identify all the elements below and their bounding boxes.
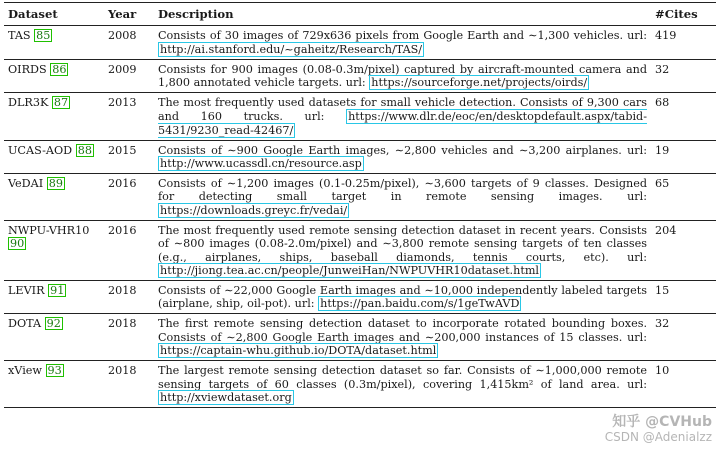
- description-cell: [154, 93, 651, 140]
- watermark-zhihu: 知乎 @CVHub: [612, 414, 712, 430]
- description-cell: [154, 220, 651, 280]
- description-text: Consists of ∼1,200 images (0.1-0.25m/pixel), ∼3,600 targets of 9 classes. Designed for detecting small target in remote sensing images. url:: [158, 177, 647, 204]
- description-cell: [154, 174, 651, 221]
- description-text: The largest remote sensing detection dataset so far. Consists of ∼1,000,000 remote sensing targets of 60 classes (0.3m/pixel), covering 1,415km² of land area. url:: [158, 364, 647, 391]
- table-row: [4, 314, 716, 361]
- dataset-cell: [4, 26, 104, 59]
- url-link[interactable]: http://www.ucassdl.cn/resource.asp: [160, 157, 362, 171]
- dataset-cell: [4, 314, 104, 361]
- citation-link[interactable]: [52, 96, 70, 109]
- cites-cell: 419: [651, 26, 716, 59]
- citation-number: 88: [77, 143, 92, 157]
- year-cell: 2015: [104, 140, 154, 173]
- citation-link[interactable]: [34, 29, 52, 42]
- dataset-name: xView: [8, 364, 42, 378]
- url-link[interactable]: http://jiong.tea.ac.cn/people/JunweiHan/NWPUVHR10dataset.html: [160, 264, 540, 278]
- year-cell: 2016: [104, 220, 154, 280]
- cites-cell: 68: [651, 93, 716, 140]
- description-text: Consists of ∼22,000 Google Earth images and ∼10,000 independently labeled targets (airplane, ship, oil-pot). url:: [158, 284, 647, 311]
- citation-number: 85: [36, 29, 51, 43]
- citation-number: 92: [46, 317, 61, 331]
- year-cell: 2008: [104, 26, 154, 59]
- citation-number: 93: [47, 364, 62, 378]
- description-cell: [154, 26, 651, 59]
- header-dataset: Dataset: [4, 3, 104, 26]
- year-cell: 2018: [104, 314, 154, 361]
- description-cell: [154, 281, 651, 314]
- citation-link[interactable]: [50, 63, 68, 76]
- dataset-name: VeDAI: [8, 177, 44, 191]
- description-text: Consists of ∼900 Google Earth images, ∼2,800 vehicles and ∼3,200 airplanes. url:: [158, 143, 647, 157]
- dataset-cell: [4, 281, 104, 314]
- description-cell: [154, 361, 651, 408]
- description-cell: [154, 314, 651, 361]
- table-body: [4, 26, 716, 408]
- dataset-cell: [4, 59, 104, 92]
- table-row: [4, 59, 716, 92]
- table-row: [4, 174, 716, 221]
- dataset-cell: [4, 140, 104, 173]
- watermark-csdn: CSDN @Adenialzz: [604, 430, 712, 444]
- cites-cell: 19: [651, 140, 716, 173]
- header-description: Description: [154, 3, 651, 26]
- description-text: The most frequently used remote sensing detection dataset in recent years. Consists of ∼800 images (0.08-2.0m/pixel) and ∼3,800 remote sensing targets of ten classes (e.g., airplanes, ships, baseball diamonds, tennis courts, etc). url:: [158, 223, 647, 264]
- url-link[interactable]: https://pan.baidu.com/s/1geTwAVD: [320, 297, 520, 311]
- description-cell: [154, 140, 651, 173]
- citation-number: 89: [48, 177, 63, 191]
- dataset-name: DOTA: [8, 317, 42, 331]
- table-row: [4, 281, 716, 314]
- description-text: The most frequently used datasets for small vehicle detection. Consists of 9,300 cars and 160 trucks. url:: [158, 96, 647, 123]
- description-cell: [154, 59, 651, 92]
- url-link[interactable]: https://downloads.greyc.fr/vedai/: [160, 203, 348, 217]
- table-row: [4, 140, 716, 173]
- dataset-cell: [4, 174, 104, 221]
- citation-link[interactable]: [76, 144, 94, 157]
- description-text: Consists of 30 images of 729x636 pixels from Google Earth and ∼1,300 vehicles. url:: [158, 29, 647, 43]
- year-cell: 2016: [104, 174, 154, 221]
- table-row: [4, 93, 716, 140]
- citation-link[interactable]: [46, 364, 64, 377]
- url-link[interactable]: http://xviewdataset.org: [160, 391, 292, 405]
- citation-number: 91: [50, 284, 65, 298]
- datasets-table: [4, 2, 716, 408]
- cites-cell: 32: [651, 59, 716, 92]
- table-row: [4, 220, 716, 280]
- table-row: [4, 361, 716, 408]
- dataset-name: OIRDS: [8, 62, 47, 76]
- dataset-name: TAS: [8, 29, 31, 43]
- dataset-cell: [4, 93, 104, 140]
- cites-cell: 15: [651, 281, 716, 314]
- dataset-cell: [4, 220, 104, 280]
- year-cell: 2018: [104, 281, 154, 314]
- header-cites: #Cites: [651, 3, 716, 26]
- citation-link[interactable]: [45, 317, 63, 330]
- watermark: [605, 415, 712, 445]
- cites-cell: 204: [651, 220, 716, 280]
- cites-cell: 10: [651, 361, 716, 408]
- citation-number: 87: [53, 96, 69, 110]
- citation-number: 90: [10, 237, 25, 251]
- citation-link[interactable]: [8, 237, 26, 250]
- url-link[interactable]: https://captain-whu.github.io/DOTA/dataset.html: [160, 344, 437, 358]
- description-text: Consists for 900 images (0.08-0.3m/pixel) captured by aircraft-mounted camera and 1,800 annotated vehicle targets. url:: [158, 62, 647, 90]
- dataset-name: UCAS-AOD: [8, 143, 73, 157]
- dataset-name: NWPU-VHR10: [8, 223, 90, 237]
- table-header: [4, 3, 716, 26]
- table-row: [4, 26, 716, 59]
- url-link[interactable]: https://www.dlr.de/eoc/en/desktopdefault.aspx/tabid-5431/9230_read-42467/: [158, 109, 647, 137]
- citation-number: 86: [52, 62, 67, 76]
- citation-link[interactable]: [47, 177, 65, 190]
- dataset-name: DLR3K: [8, 96, 49, 110]
- citation-link[interactable]: [48, 284, 66, 297]
- dataset-name: LEVIR: [8, 284, 45, 298]
- year-cell: 2013: [104, 93, 154, 140]
- year-cell: 2018: [104, 361, 154, 408]
- header-year: Year: [104, 3, 154, 26]
- url-link[interactable]: https://sourceforge.net/projects/oirds/: [371, 76, 588, 90]
- cites-cell: 32: [651, 314, 716, 361]
- url-link[interactable]: http://ai.stanford.edu/~gaheitz/Research/TAS/: [160, 42, 423, 56]
- description-text: The first remote sensing detection dataset to incorporate rotated bounding boxes. Consists of ∼2,800 Google Earth images and ∼200,000 instances of 15 classes. url:: [158, 317, 647, 344]
- dataset-cell: [4, 361, 104, 408]
- year-cell: 2009: [104, 59, 154, 92]
- cites-cell: 65: [651, 174, 716, 221]
